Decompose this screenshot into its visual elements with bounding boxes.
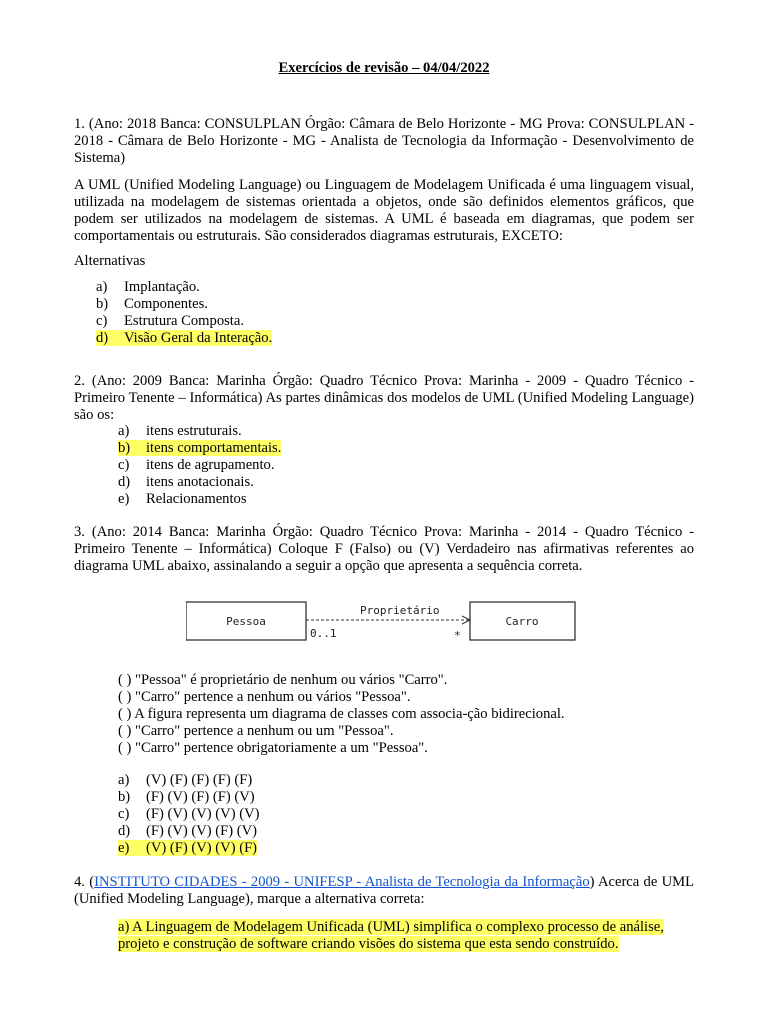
q4-header <box>74 874 694 908</box>
q1-option-a[interactable]: a) Implantação. <box>96 279 200 295</box>
q1-option-b[interactable]: b) Componentes. <box>96 296 208 312</box>
page-title: Exercícios de revisão – 04/04/2022 <box>278 60 490 76</box>
q2-option-a[interactable]: a) itens estruturais. <box>118 423 242 439</box>
q4-answer-text: a) A Linguagem de Modelagem Unificada (UML) simplifica o complexo processo de análise, projeto e construção de software criando visões do sistema que esta sendo construído. <box>118 919 664 952</box>
q4-source-link[interactable]: INSTITUTO CIDADES - 2009 - UNIFESP - Analista de Tecnologia da Informação <box>94 874 590 890</box>
q1-options <box>96 279 716 347</box>
q3-statement-1: ( ) "Pessoa" é proprietário de nenhum ou vários "Carro". <box>118 672 448 688</box>
q2-option-b[interactable]: b) itens comportamentais. <box>118 440 282 456</box>
q3-statements <box>118 672 678 757</box>
q4-answer[interactable] <box>118 919 696 953</box>
q1-option-c[interactable]: c) Estrutura Composta. <box>96 313 244 329</box>
uml-class-diagram <box>186 596 586 646</box>
q3-option-c[interactable]: c) (F) (V) (V) (V) (V) <box>118 806 260 822</box>
q3-option-b[interactable]: b) (F) (V) (F) (F) (V) <box>118 789 255 805</box>
right-multiplicity: * <box>454 629 461 642</box>
class-label-pessoa: Pessoa <box>226 615 266 628</box>
q3-options <box>118 772 738 857</box>
q1-body: A UML (Unified Modeling Language) ou Linguagem de Modelagem Unificada é uma linguagem visual, utilizada na modelagem de sistemas orientada a objetos, onde são definidos elementos gráficos, que podem ser utilizados na modelagem de sistemas. A UML é baseada em diagramas, que podem ser comportamentais ou estruturais. São considerados diagramas estruturais, EXCETO: <box>74 177 694 244</box>
q1-option-d[interactable]: d) Visão Geral da Interação. <box>96 330 273 346</box>
q1-header: 1. (Ano: 2018 Banca: CONSULPLAN Órgão: Câmara de Belo Horizonte - MG Prova: CONSULPLAN - 2018 - Câmara de Belo Horizonte - MG - Analista de Tecnologia da Informação - Desenvolvimento de Sistema) <box>74 116 694 166</box>
q3-option-a[interactable]: a) (V) (F) (F) (F) (F) <box>118 772 253 788</box>
q2-header: 2. (Ano: 2009 Banca: Marinha Órgão: Quadro Técnico Prova: Marinha - 2009 - Quadro Técnico - Primeiro Tenente – Informática) As partes dinâmicas dos modelos de UML (Unified Modeling Language) são os: <box>74 373 694 423</box>
left-multiplicity: 0..1 <box>310 627 337 640</box>
q3-header: 3. (Ano: 2014 Banca: Marinha Órgão: Quadro Técnico Prova: Marinha - 2014 - Quadro Técnico - Primeiro Tenente – Informática) Coloque F (Falso) ou (V) Verdadeiro nas afirmativas referentes ao diagrama UML abaixo, assinalando a seguir a opção que apresenta a sequência correta. <box>74 524 694 574</box>
q3-statement-5: ( ) "Carro" pertence obrigatoriamente a um "Pessoa". <box>118 740 428 756</box>
q3-option-e[interactable]: e) (V) (F) (V) (V) (F) <box>118 840 258 856</box>
q1-alternatives-label: Alternativas <box>74 253 146 269</box>
class-label-carro: Carro <box>505 615 539 628</box>
q2-options <box>118 423 738 508</box>
q2-option-c[interactable]: c) itens de agrupamento. <box>118 457 275 473</box>
q2-option-e[interactable]: e) Relacionamentos <box>118 491 247 507</box>
q4-prefix: 4. ( <box>74 874 95 890</box>
q3-statement-3: ( ) A figura representa um diagrama de classes com associa-ção bidirecional. <box>118 706 565 722</box>
q3-statement-4: ( ) "Carro" pertence a nenhum ou um "Pessoa". <box>118 723 394 739</box>
q4-suffix: ) Acerca de UML (Unified Modeling Language), marque a alternativa correta: <box>74 874 694 907</box>
association-label: Proprietário <box>360 604 440 617</box>
q2-option-d[interactable]: d) itens anotacionais. <box>118 474 254 490</box>
q3-statement-2: ( ) "Carro" pertence a nenhum ou vários "Pessoa". <box>118 689 411 705</box>
q3-option-d[interactable]: d) (F) (V) (V) (F) (V) <box>118 823 258 839</box>
